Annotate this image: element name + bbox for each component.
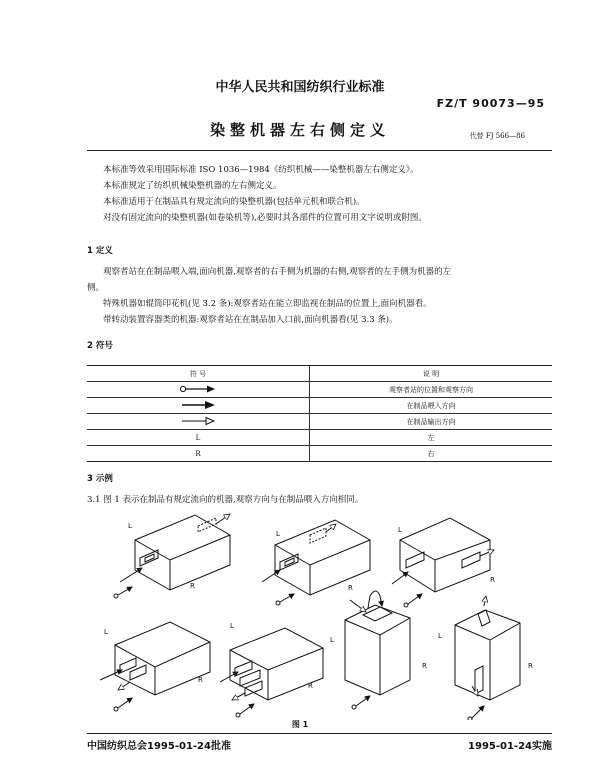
replaces-note: 代替 FJ 566—86 <box>469 132 525 140</box>
table-row <box>87 430 552 446</box>
feed-arrow-icon <box>178 400 218 410</box>
machine-box-3 <box>392 518 494 607</box>
symbol-cell: R <box>87 446 310 462</box>
label-right: R <box>348 584 353 592</box>
section-3-heading: 3 示例 <box>87 474 113 484</box>
label-left: L <box>230 622 234 630</box>
label-right: R <box>490 576 495 584</box>
standard-number: FZ/T 90073—95 <box>436 97 545 110</box>
machine-box-4 <box>100 622 210 711</box>
figure-caption: 图 1 <box>291 720 309 729</box>
label-right: R <box>528 662 533 670</box>
symbol-desc: 在制品喂入方向 <box>310 398 553 414</box>
symbol-table <box>87 365 552 462</box>
section-2-heading: 2 符号 <box>87 341 113 351</box>
table-header-row <box>87 366 552 382</box>
symbol-desc: 右 <box>310 446 553 462</box>
label-right: R <box>198 676 203 684</box>
table-row <box>87 446 552 462</box>
definition-para: 观察者站在在制品喂入端,面向机器,观察者的右手侧为机器的右侧,观察者的左手侧为机器的左 <box>103 267 452 277</box>
machine-box-7 <box>455 596 520 720</box>
table-row <box>87 382 552 398</box>
top-rule <box>87 150 552 151</box>
label-right: R <box>190 582 195 590</box>
definition-para-cont: 侧。 <box>87 283 105 293</box>
special-machine-para: 特殊机器如辊筒印花机(见 3.2 条):观察者站在能立即监视在制品的位置上,面向机器看。 <box>103 299 432 309</box>
effective-date: 1995-01-24实施 <box>468 741 552 752</box>
output-arrow-icon <box>178 416 218 426</box>
symbol-desc: 左 <box>310 430 553 446</box>
standard-title: 染整机器左右侧定义 <box>209 121 390 139</box>
label-left: L <box>276 530 280 538</box>
label-left: L <box>128 522 132 530</box>
intro-line: 本标准规定了纺织机械染整机器的左右侧定义。 <box>103 181 282 191</box>
example-3-1-para: 3.1 图 1 表示在制品有规定流向的机器,观察方向与在制品喂入方向相同。 <box>87 495 364 505</box>
label-right: R <box>308 682 313 690</box>
symbol-cell: L <box>87 430 310 446</box>
bottom-rule <box>87 733 552 734</box>
col-desc-header: 说 明 <box>310 366 553 382</box>
machine-box-5 <box>220 628 323 717</box>
approval-date: 中国纺织总会1995-01-24批准 <box>87 741 231 752</box>
label-left: L <box>438 632 442 640</box>
intro-line: 对没有固定流向的染整机器(如卷染机等),必要时其各部件的位置可用文字说明或附图。 <box>103 213 427 223</box>
issuer-title: 中华人民共和国纺织行业标准 <box>215 80 385 95</box>
intro-line: 本标准等效采用国际标准 ISO 1036—1984《纺织机械——染整机器左右侧定义》。 <box>103 165 419 175</box>
figure-1-illustrations <box>80 510 560 720</box>
table-row <box>87 398 552 414</box>
section-1-heading: 1 定义 <box>87 246 113 256</box>
symbol-desc: 在制品输出方向 <box>310 414 553 430</box>
label-left: L <box>104 628 108 636</box>
observer-arrow-icon <box>178 384 218 394</box>
col-symbol-header: 符 号 <box>87 366 310 382</box>
table-row <box>87 414 552 430</box>
container-machine-para: 带转动装置容器类的机器:观察者站在在制品加入口前,面向机器看(见 3.3 条)。 <box>103 315 398 325</box>
label-left: L <box>398 526 402 534</box>
symbol-desc: 观察者站的位置和观察方向 <box>310 382 553 398</box>
label-right: R <box>422 662 427 670</box>
machine-box-6 <box>345 591 410 709</box>
label-left: L <box>330 636 334 644</box>
intro-line: 本标准适用于在制品具有规定流向的染整机器(包括单元机和联合机)。 <box>103 197 365 207</box>
